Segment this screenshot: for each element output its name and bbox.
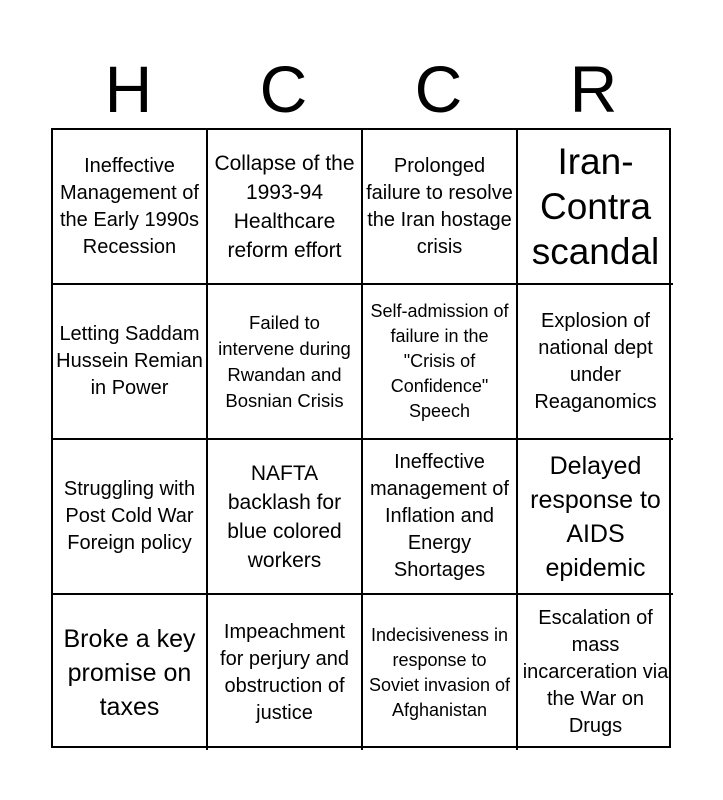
bingo-cell-r4-c2[interactable] — [208, 595, 363, 750]
bingo-cell-text: Broke a key promise on taxes — [63, 624, 196, 721]
bingo-cell-text: Indecisiveness in response to Soviet invasion of Afghanistan — [368, 624, 511, 720]
header-letter-r: R — [569, 52, 618, 126]
bingo-cell-text: Self-admission of failure in the "Crisis of Confidence" Speech — [370, 301, 509, 421]
bingo-cell-text: Letting Saddam Hussein Remian in Power — [56, 323, 203, 399]
bingo-cell-r2-c2[interactable] — [208, 285, 363, 440]
bingo-cell-text: Delayed response to AIDS epidemic — [530, 451, 661, 582]
bingo-cell-text: Escalation of mass incarceration via the War on Drugs — [522, 607, 669, 737]
bingo-cell-r1-c2[interactable] — [208, 130, 363, 285]
bingo-cell-r2-c4[interactable] — [518, 285, 673, 440]
bingo-cell-r1-c3[interactable] — [363, 130, 518, 285]
bingo-card-grid — [51, 128, 671, 748]
bingo-header — [51, 50, 671, 128]
bingo-cell-r4-c4[interactable] — [518, 595, 673, 750]
bingo-cell-text: Impeachment for perjury and obstruction of justice — [220, 620, 349, 724]
bingo-cell-r3-c2[interactable] — [208, 440, 363, 595]
bingo-cell-r2-c1[interactable] — [53, 285, 208, 440]
bingo-cell-text: Ineffective Management of the Early 1990s Recession — [60, 154, 199, 258]
bingo-cell-text: Prolonged failure to resolve the Iran hostage crisis — [366, 154, 513, 258]
bingo-cell-r3-c3[interactable] — [363, 440, 518, 595]
bingo-cell-r3-c1[interactable] — [53, 440, 208, 595]
bingo-cell-text: Struggling with Post Cold War Foreign policy — [63, 478, 196, 554]
bingo-cell-r3-c4[interactable] — [518, 440, 673, 595]
bingo-cell-r4-c1[interactable] — [53, 595, 208, 750]
bingo-cell-r1-c1[interactable] — [53, 130, 208, 285]
header-letter-c-2: C — [414, 52, 463, 126]
bingo-cell-text: NAFTA backlash for blue colored workers — [227, 461, 342, 572]
bingo-cell-text: Explosion of national dept under Reaganomics — [534, 309, 657, 413]
bingo-cell-text: Iran-Contra scandal — [531, 141, 660, 272]
bingo-cell-text: Ineffective management of Inflation and Energy Shortages — [370, 451, 509, 581]
bingo-cell-r4-c3[interactable] — [363, 595, 518, 750]
bingo-cell-r1-c4[interactable] — [518, 130, 673, 285]
bingo-cell-text: Failed to intervene during Rwandan and Bosnian Crisis — [218, 311, 351, 411]
bingo-cell-text: Collapse of the 1993-94 Healthcare reform effort — [214, 151, 355, 262]
header-letter-c-1: C — [259, 52, 308, 126]
header-letter-h: H — [104, 52, 153, 126]
bingo-cell-r2-c3[interactable] — [363, 285, 518, 440]
